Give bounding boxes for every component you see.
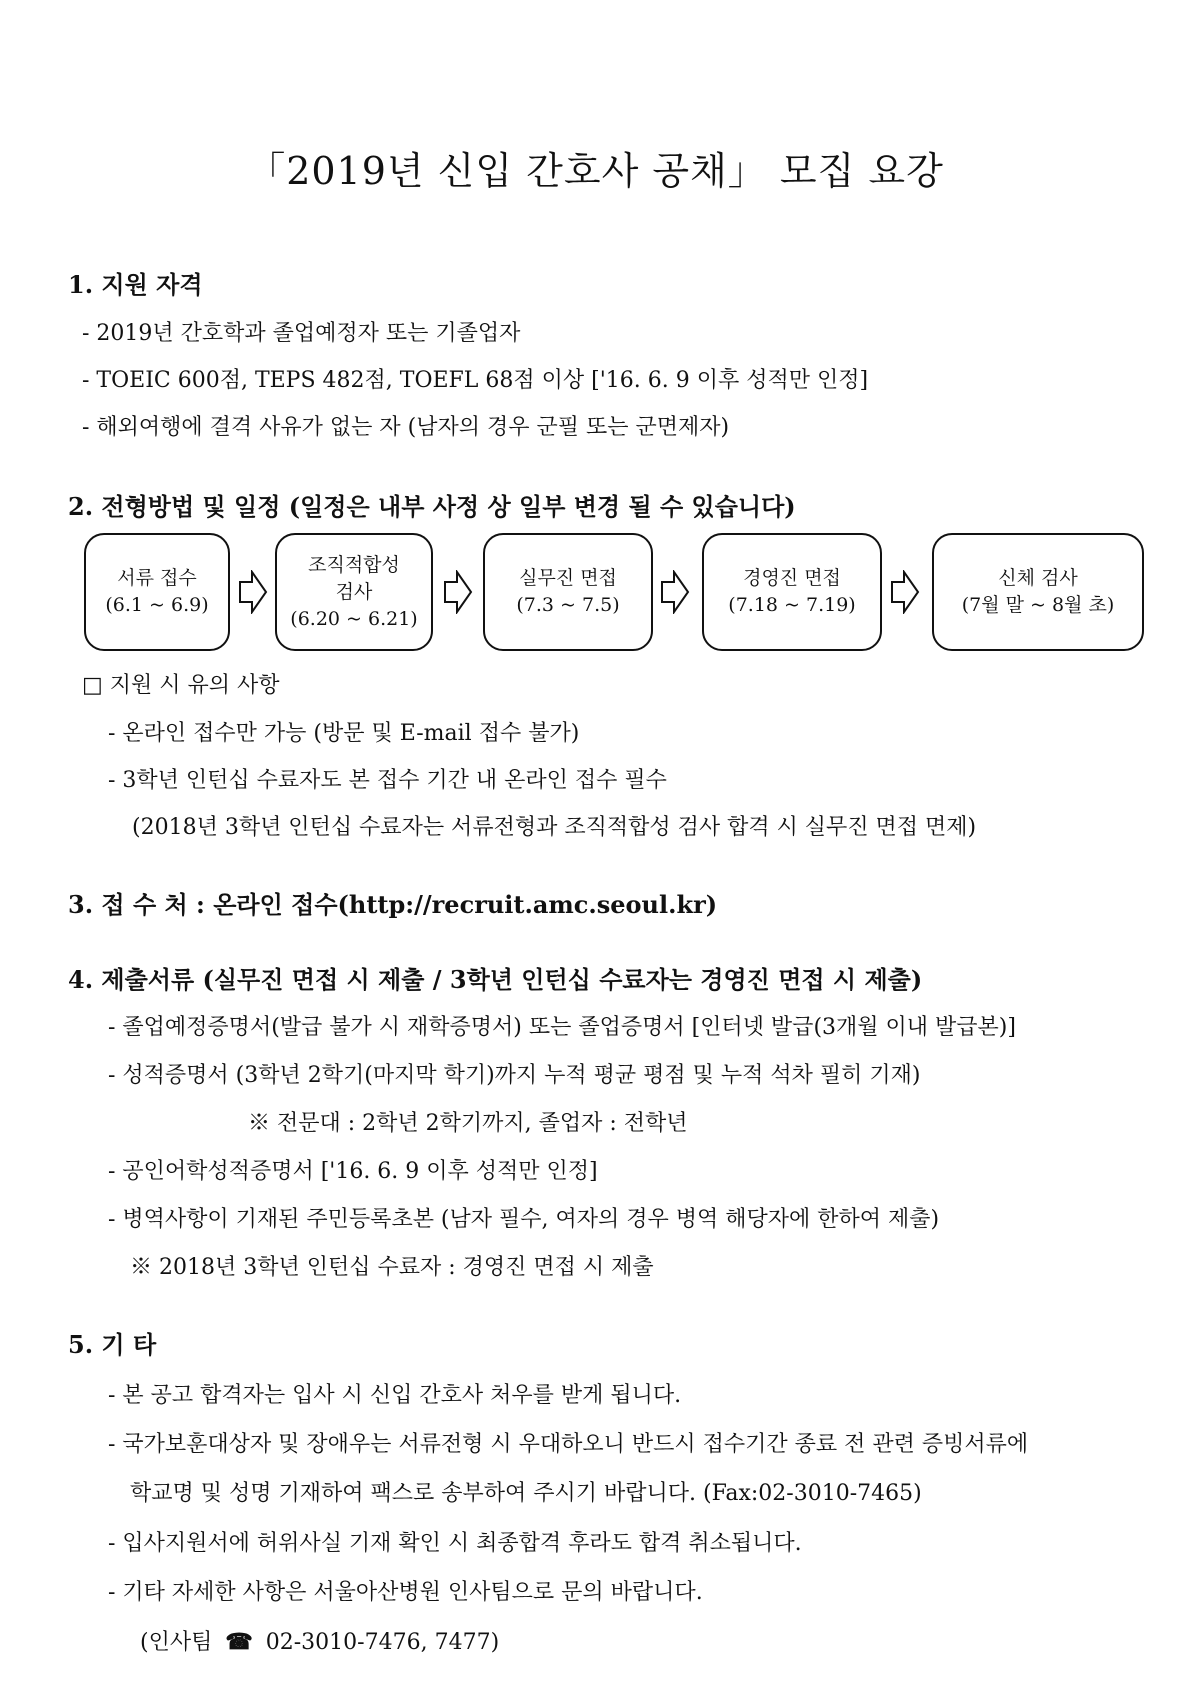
section-1-item: - 해외여행에 결격 사유가 없는 자 (남자의 경우 군필 또는 군면제자) — [82, 415, 730, 440]
section-4-note: ※ 전문대 : 2학년 2학기까지, 졸업자 : 전학년 — [248, 1111, 688, 1136]
section-4-note: ※ 2018년 3학년 인턴십 수료자 : 경영진 면접 시 제출 — [130, 1255, 654, 1280]
section-2-heading: 2. 전형방법 및 일정 (일정은 내부 사정 상 일부 변경 될 수 있습니다) — [68, 492, 796, 521]
section-4-item: - 공인어학성적증명서 ['16. 6. 9 이후 성적만 인정] — [108, 1159, 598, 1184]
step-dates: (7.3 ~ 7.5) — [516, 594, 620, 616]
section-5-item: 학교명 및 성명 기재하여 팩스로 송부하여 주시기 바랍니다. (Fax:02-3010-7465) — [130, 1481, 922, 1506]
step-label: 조직적합성 — [308, 553, 400, 576]
section-4-item: - 졸업예정증명서(발급 불가 시 재학증명서) 또는 졸업증명서 [인터넷 발급(3개월 이내 발급본)] — [108, 1015, 1016, 1040]
contact-prefix: (인사팀 — [140, 1630, 213, 1655]
step-dates: (7.18 ~ 7.19) — [728, 594, 856, 616]
telephone-icon: ☎ — [225, 1629, 253, 1655]
process-step-document-screening — [84, 533, 230, 651]
process-step-organizational-fit-test — [275, 533, 433, 651]
section-5-item: - 입사지원서에 허위사실 기재 확인 시 최종합격 후라도 합격 취소됩니다. — [108, 1531, 802, 1556]
arrow-right-icon — [890, 570, 920, 614]
process-step-staff-interview — [483, 533, 653, 651]
section-1-item: - TOEIC 600점, TEPS 482점, TOEFL 68점 이상 ['16. 6. 9 이후 성적만 인정] — [82, 368, 869, 393]
step-label: 서류 접수 — [117, 567, 197, 589]
arrow-right-icon — [238, 570, 268, 614]
section-4-heading: 4. 제출서류 (실무진 면접 시 제출 / 3학년 인턴십 수료자는 경영진 면접 시 제출) — [68, 965, 923, 994]
section-3-heading: 3. 접 수 처 : 온라인 접수(http://recruit.amc.seoul.kr) — [68, 890, 718, 919]
section-5-item: - 본 공고 합격자는 입사 시 신입 간호사 처우를 받게 됩니다. — [108, 1383, 682, 1408]
note-item: - 온라인 접수만 가능 (방문 및 E-mail 접수 불가) — [108, 721, 580, 746]
process-step-executive-interview — [702, 533, 882, 651]
section-4-item: - 성적증명서 (3학년 2학기(마지막 학기)까지 누적 평균 평점 및 누적 석차 필히 기재) — [108, 1063, 921, 1088]
section-4-item: - 병역사항이 기재된 주민등록초본 (남자 필수, 여자의 경우 병역 해당자에 한하여 제출) — [108, 1207, 940, 1232]
contact-line — [140, 1625, 499, 1656]
section-5-heading: 5. 기 타 — [68, 1330, 157, 1359]
step-dates: (6.1 ~ 6.9) — [105, 594, 209, 616]
document-title: 「2019년 신입 간호사 공채」 모집 요강 — [247, 149, 944, 193]
section-1-item: - 2019년 간호학과 졸업예정자 또는 기졸업자 — [82, 321, 521, 346]
step-dates: (6.20 ~ 6.21) — [290, 607, 418, 630]
section-5-item: - 기타 자세한 사항은 서울아산병원 인사팀으로 문의 바랍니다. — [108, 1580, 703, 1605]
step-dates: (7월 말 ~ 8월 초) — [961, 594, 1115, 616]
arrow-right-icon — [660, 570, 690, 614]
arrow-right-icon — [443, 570, 473, 614]
step-label: 경영진 면접 — [743, 567, 841, 589]
section-1-heading: 1. 지원 자격 — [68, 270, 203, 299]
step-label: 검사 — [335, 580, 373, 603]
section-5-item: - 국가보훈대상자 및 장애우는 서류전형 시 우대하오니 반드시 접수기간 종료 전 관련 증빙서류에 — [108, 1432, 1029, 1457]
process-step-medical-exam — [932, 533, 1144, 651]
notes-heading: □ 지원 시 유의 사항 — [82, 673, 280, 698]
note-item: - 3학년 인턴십 수료자도 본 접수 기간 내 온라인 접수 필수 — [108, 768, 667, 793]
step-label: 신체 검사 — [998, 567, 1078, 589]
note-item: (2018년 3학년 인턴십 수료자는 서류전형과 조직적합성 검사 합격 시 실무진 면접 면제) — [132, 815, 977, 840]
contact-numbers: 02-3010-7476, 7477) — [265, 1630, 500, 1655]
step-label: 실무진 면접 — [519, 567, 617, 589]
